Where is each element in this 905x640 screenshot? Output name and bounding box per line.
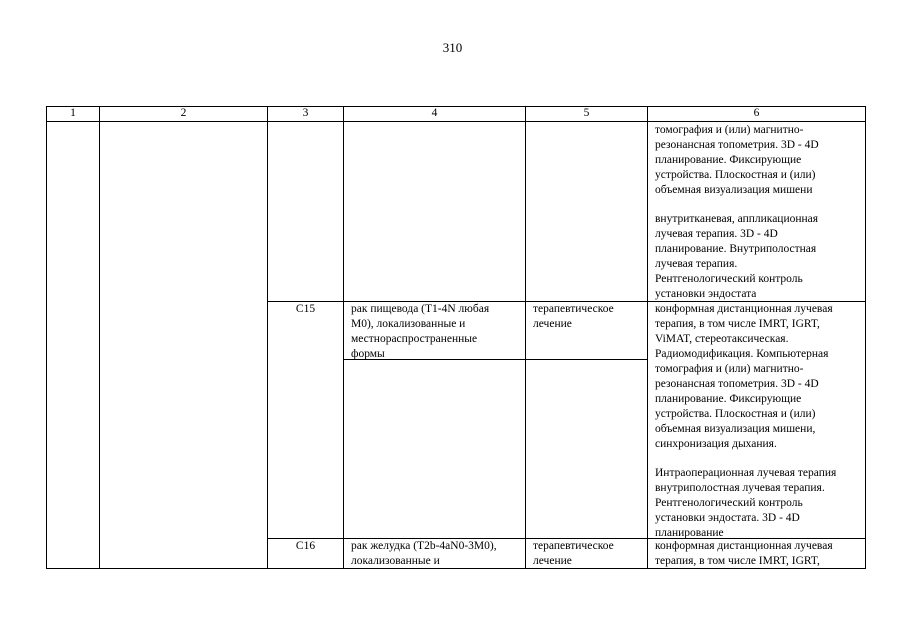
- method-text: конформная дистанционная лучевая терапия, в том числе IMRT, IGRT,: [655, 540, 833, 567]
- treatment-type: терапевтическое лечение: [533, 540, 614, 567]
- header-cell-6: 6: [753, 107, 760, 119]
- header-cell-1: 1: [70, 107, 76, 119]
- header-cell-4: 4: [431, 107, 438, 119]
- column-border: [46, 106, 47, 569]
- header-cell-3: 3: [302, 107, 309, 119]
- column-border: [267, 106, 268, 569]
- column-border: [525, 106, 526, 569]
- diagnosis-text: рак пищевода (T1-4N любая M0), локализованные и местнораспространенные формы: [351, 303, 490, 360]
- method-text: томография и (или) магнитно- резонансная топометрия. 3D - 4D планирование. Фиксирующие устройства. Плоскостная и (или) объемная визуализация мишени: [655, 124, 819, 196]
- page-number: 310: [442, 40, 463, 55]
- header-cell-5: 5: [583, 107, 590, 119]
- icd-code: C16: [295, 540, 316, 552]
- method-text: Интраоперационная лучевая терапия внутриполостная лучевая терапия. Рентгенологический контроль установки эндостата. 3D - 4D планирование: [655, 467, 837, 539]
- column-border: [865, 106, 866, 569]
- icd-code: C15: [295, 303, 316, 315]
- method-text: конформная дистанционная лучевая терапия, в том числе IMRT, IGRT, ViMAT, стереотаксическая. Радиомодификация. Компьютерная томография и (или) магнитно- резонансная топометрия. 3D - 4D планирование. Фиксирующие устройства. Плоскостная и (или) объемная визуализация мишени, синхронизация дыхания.: [655, 303, 833, 450]
- header-bottom-border: [46, 121, 866, 122]
- method-text: внутритканевая, аппликационная лучевая терапия. 3D - 4D планирование. Внутриполостная лучевая терапия. Рентгенологический контроль установки эндостата: [655, 213, 819, 300]
- column-border: [99, 106, 100, 569]
- treatment-type: терапевтическое лечение: [533, 303, 614, 330]
- diagnosis-text: рак желудка (T2b-4aN0-3M0), локализованные и: [351, 540, 497, 567]
- header-cell-2: 2: [180, 107, 187, 119]
